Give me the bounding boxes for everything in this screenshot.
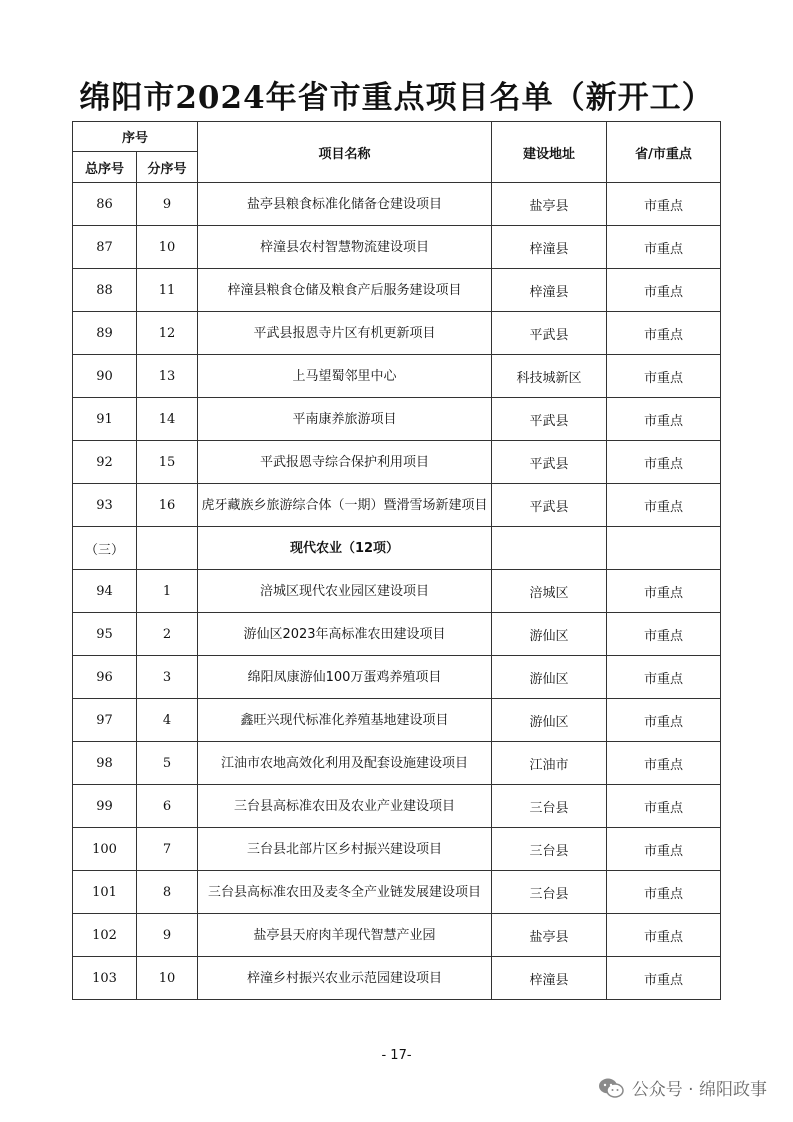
project-name-cell: 平武报恩寺综合保护利用项目	[198, 441, 492, 484]
location-cell: 三台县	[492, 828, 607, 871]
sub-serial-cell: 5	[137, 742, 198, 785]
project-name-cell: 江油市农地高效化利用及配套设施建设项目	[198, 742, 492, 785]
table-row	[73, 914, 721, 957]
sub-serial-cell: 7	[137, 828, 198, 871]
level-cell: 市重点	[607, 398, 721, 441]
project-name-cell: 三台县高标准农田及农业产业建设项目	[198, 785, 492, 828]
project-name-cell: 绵阳凤康游仙100万蛋鸡养殖项目	[198, 656, 492, 699]
table-row	[73, 312, 721, 355]
location-cell: 游仙区	[492, 656, 607, 699]
level-cell: 市重点	[607, 570, 721, 613]
total-serial-cell: 102	[73, 914, 137, 957]
table-row	[73, 441, 721, 484]
header-level: 省/市重点	[607, 122, 721, 183]
location-cell: 科技城新区	[492, 355, 607, 398]
table-row	[73, 656, 721, 699]
project-name-cell: 梓潼县农村智慧物流建设项目	[198, 226, 492, 269]
total-serial-cell: 91	[73, 398, 137, 441]
sub-serial-cell: 6	[137, 785, 198, 828]
level-cell: 市重点	[607, 656, 721, 699]
total-serial-cell: 87	[73, 226, 137, 269]
table-row	[73, 613, 721, 656]
sub-serial-cell: 13	[137, 355, 198, 398]
total-serial-cell: 94	[73, 570, 137, 613]
watermark	[598, 1075, 767, 1100]
level-cell: 市重点	[607, 613, 721, 656]
level-cell: 市重点	[607, 441, 721, 484]
section-location-cell	[492, 527, 607, 570]
section-row	[73, 527, 721, 570]
location-cell: 江油市	[492, 742, 607, 785]
level-cell: 市重点	[607, 183, 721, 226]
location-cell: 平武县	[492, 312, 607, 355]
project-name-cell: 梓潼县粮食仓储及粮食产后服务建设项目	[198, 269, 492, 312]
location-cell: 游仙区	[492, 613, 607, 656]
table-row	[73, 484, 721, 527]
total-serial-cell: 101	[73, 871, 137, 914]
sub-serial-cell: 16	[137, 484, 198, 527]
total-serial-cell: 96	[73, 656, 137, 699]
location-cell: 梓潼县	[492, 269, 607, 312]
project-name-cell: 虎牙藏族乡旅游综合体（一期）暨滑雪场新建项目	[198, 484, 492, 527]
total-serial-cell: 90	[73, 355, 137, 398]
sub-serial-cell: 9	[137, 914, 198, 957]
level-cell: 市重点	[607, 699, 721, 742]
level-cell: 市重点	[607, 871, 721, 914]
project-name-cell: 梓潼乡村振兴农业示范园建设项目	[198, 957, 492, 1000]
header-sub-serial: 分序号	[137, 152, 198, 183]
sub-serial-cell: 4	[137, 699, 198, 742]
project-name-cell: 游仙区2023年高标准农田建设项目	[198, 613, 492, 656]
table-row	[73, 570, 721, 613]
sub-serial-cell: 15	[137, 441, 198, 484]
level-cell: 市重点	[607, 226, 721, 269]
location-cell: 三台县	[492, 785, 607, 828]
section-level-cell	[607, 527, 721, 570]
section-number-cell: （三）	[73, 527, 137, 570]
header-total-serial: 总序号	[73, 152, 137, 183]
total-serial-cell: 95	[73, 613, 137, 656]
table-row	[73, 699, 721, 742]
sub-serial-cell: 10	[137, 957, 198, 1000]
sub-serial-cell: 2	[137, 613, 198, 656]
table-row	[73, 828, 721, 871]
total-serial-cell: 103	[73, 957, 137, 1000]
level-cell: 市重点	[607, 355, 721, 398]
sub-serial-cell: 12	[137, 312, 198, 355]
table-row	[73, 957, 721, 1000]
location-cell: 梓潼县	[492, 957, 607, 1000]
table-row	[73, 355, 721, 398]
table-row	[73, 785, 721, 828]
project-name-cell: 涪城区现代农业园区建设项目	[198, 570, 492, 613]
total-serial-cell: 100	[73, 828, 137, 871]
wechat-icon	[598, 1077, 624, 1099]
level-cell: 市重点	[607, 484, 721, 527]
project-name-cell: 三台县高标准农田及麦冬全产业链发展建设项目	[198, 871, 492, 914]
level-cell: 市重点	[607, 914, 721, 957]
location-cell: 盐亭县	[492, 183, 607, 226]
section-title-cell: 现代农业（12项）	[198, 527, 492, 570]
section-sub-cell	[137, 527, 198, 570]
sub-serial-cell: 8	[137, 871, 198, 914]
table-row	[73, 742, 721, 785]
total-serial-cell: 93	[73, 484, 137, 527]
level-cell: 市重点	[607, 828, 721, 871]
location-cell: 平武县	[492, 484, 607, 527]
level-cell: 市重点	[607, 957, 721, 1000]
table-row	[73, 269, 721, 312]
location-cell: 平武县	[492, 398, 607, 441]
location-cell: 盐亭县	[492, 914, 607, 957]
document-title: 绵阳市2024年省市重点项目名单（新开工）	[79, 80, 714, 116]
level-cell: 市重点	[607, 312, 721, 355]
sub-serial-cell: 9	[137, 183, 198, 226]
location-cell: 梓潼县	[492, 226, 607, 269]
project-name-cell: 盐亭县粮食标准化储备仓建设项目	[198, 183, 492, 226]
level-cell: 市重点	[607, 269, 721, 312]
total-serial-cell: 99	[73, 785, 137, 828]
sub-serial-cell: 14	[137, 398, 198, 441]
sub-serial-cell: 3	[137, 656, 198, 699]
page-number: - 17-	[381, 1048, 412, 1063]
total-serial-cell: 86	[73, 183, 137, 226]
watermark-text: 公众号 · 绵阳政事	[631, 1080, 767, 1100]
project-name-cell: 三台县北部片区乡村振兴建设项目	[198, 828, 492, 871]
sub-serial-cell: 11	[137, 269, 198, 312]
total-serial-cell: 98	[73, 742, 137, 785]
location-cell: 平武县	[492, 441, 607, 484]
location-cell: 涪城区	[492, 570, 607, 613]
project-name-cell: 平武县报恩寺片区有机更新项目	[198, 312, 492, 355]
total-serial-cell: 97	[73, 699, 137, 742]
header-project-name: 项目名称	[198, 122, 492, 183]
project-name-cell: 盐亭县天府肉羊现代智慧产业园	[198, 914, 492, 957]
total-serial-cell: 89	[73, 312, 137, 355]
header-serial-group: 序号	[73, 122, 198, 152]
table-row	[73, 398, 721, 441]
project-name-cell: 上马望蜀邻里中心	[198, 355, 492, 398]
sub-serial-cell: 10	[137, 226, 198, 269]
table-row	[73, 226, 721, 269]
header-location: 建设地址	[492, 122, 607, 183]
header-row	[73, 122, 721, 152]
location-cell: 三台县	[492, 871, 607, 914]
total-serial-cell: 88	[73, 269, 137, 312]
project-name-cell: 鑫旺兴现代标准化养殖基地建设项目	[198, 699, 492, 742]
total-serial-cell: 92	[73, 441, 137, 484]
table-row	[73, 183, 721, 226]
project-table	[72, 121, 721, 1000]
location-cell: 游仙区	[492, 699, 607, 742]
sub-serial-cell: 1	[137, 570, 198, 613]
level-cell: 市重点	[607, 785, 721, 828]
project-name-cell: 平南康养旅游项目	[198, 398, 492, 441]
level-cell: 市重点	[607, 742, 721, 785]
table-row	[73, 871, 721, 914]
